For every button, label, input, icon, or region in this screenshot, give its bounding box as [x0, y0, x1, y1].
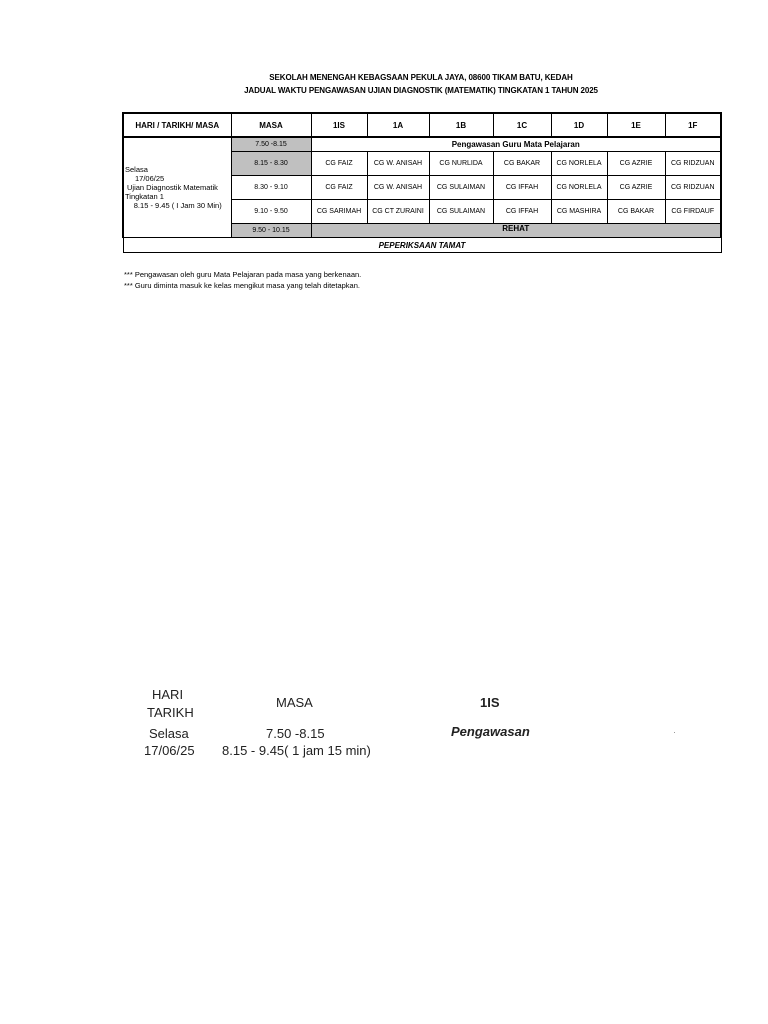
teacher-cell: CG NURLIDA — [429, 152, 493, 176]
teacher-cell: CG W. ANISAH — [367, 176, 429, 200]
header-masa: MASA — [231, 113, 311, 137]
teacher-cell: CG FIRDAUF — [665, 200, 721, 224]
day-date-cell — [123, 137, 231, 238]
teacher-cell: CG SULAIMAN — [429, 200, 493, 224]
note-line: *** Pengawasan oleh guru Mata Pelajaran pada masa yang berkenaan. — [124, 270, 362, 279]
teacher-cell: CG SULAIMAN — [429, 176, 493, 200]
teacher-cell: CG AZRIE — [607, 152, 665, 176]
time-cell: 9.10 - 9.50 — [231, 200, 311, 224]
invigilation-timetable — [122, 112, 722, 253]
teacher-cell: CG FAIZ — [311, 176, 367, 200]
header-1f: 1F — [665, 113, 721, 137]
teacher-cell: CG NORLELA — [551, 152, 607, 176]
time-cell: 9.50 - 10.15 — [231, 224, 311, 238]
exam-duration: 8.15 - 9.45 ( I Jam 30 Min) — [133, 201, 222, 210]
zoomed-pengawasan: Pengawasan — [451, 724, 530, 739]
table-row — [123, 238, 721, 253]
teacher-cell: CG NORLELA — [551, 176, 607, 200]
teacher-cell: CG BAKAR — [493, 152, 551, 176]
teacher-cell: CG FAIZ — [311, 152, 367, 176]
document-title: JADUAL WAKTU PENGAWASAN UJIAN DIAGNOSTIK (MATEMATIK) TINGKATAN 1 TAHUN 2025 — [244, 86, 598, 95]
header-1a: 1A — [367, 113, 429, 137]
school-name: SEKOLAH MENENGAH KEBAGSAAN PEKULA JAYA, 08600 TIKAM BATU, KEDAH — [269, 73, 573, 82]
zoomed-masa: MASA — [276, 695, 313, 710]
time-cell: 8.30 - 9.10 — [231, 176, 311, 200]
day-label: Selasa — [125, 165, 148, 174]
exam-label: Ujian Diagnostik Matematik Tingkatan 1 — [125, 183, 218, 201]
zoomed-class: 1IS — [480, 695, 500, 710]
teacher-cell: CG CT ZURAINI — [367, 200, 429, 224]
note-line: *** Guru diminta masuk ke kelas mengikut masa yang telah ditetapkan. — [124, 281, 360, 290]
supervision-span-cell: Pengawasan Guru Mata Pelajaran — [311, 137, 721, 152]
teacher-cell: CG W. ANISAH — [367, 152, 429, 176]
teacher-cell: CG IFFAH — [493, 176, 551, 200]
zoomed-time-1: 7.50 -8.15 — [266, 726, 325, 741]
time-cell: 7.50 -8.15 — [231, 137, 311, 152]
header-1c: 1C — [493, 113, 551, 137]
teacher-cell: CG BAKAR — [607, 200, 665, 224]
teacher-cell: CG MASHIRA — [551, 200, 607, 224]
zoomed-time-2: 8.15 - 9.45( 1 jam 15 min) — [222, 743, 371, 758]
header-1e: 1E — [607, 113, 665, 137]
teacher-cell: CG IFFAH — [493, 200, 551, 224]
zoomed-tarikh: TARIKH — [147, 705, 194, 720]
break-cell: REHAT — [311, 224, 721, 238]
header-hari: HARI / TARIKH/ MASA — [123, 113, 231, 137]
time-cell: 8.15 - 8.30 — [231, 152, 311, 176]
zoomed-date: 17/06/25 — [144, 743, 195, 758]
date-label: 17/06/25 — [135, 174, 165, 183]
zoomed-day: Selasa — [149, 726, 189, 741]
zoomed-hari: HARI — [152, 687, 184, 702]
teacher-cell: CG RIDZUAN — [665, 176, 721, 200]
teacher-cell: CG RIDZUAN — [665, 152, 721, 176]
teacher-cell: CG SARIMAH — [311, 200, 367, 224]
header-1is: 1IS — [311, 113, 367, 137]
table-row — [123, 137, 721, 152]
teacher-cell: CG AZRIE — [607, 176, 665, 200]
table-header-row — [123, 113, 721, 137]
header-1d: 1D — [551, 113, 607, 137]
stray-dot — [674, 732, 675, 733]
header-1b: 1B — [429, 113, 493, 137]
exam-end-cell: PEPERIKSAAN TAMAT — [123, 238, 721, 253]
